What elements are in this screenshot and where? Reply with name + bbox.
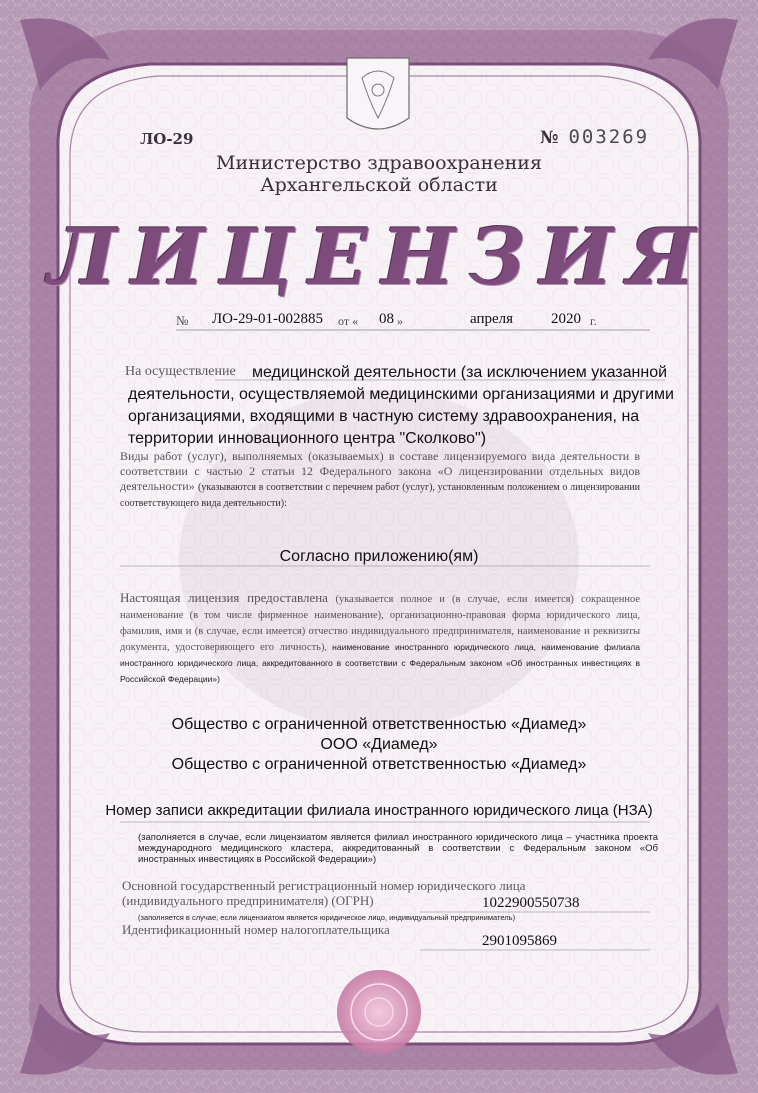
- inn-label: Идентификационный номер налогоплательщика: [122, 922, 390, 937]
- license-year: 2020: [551, 311, 581, 327]
- license-month: апреля: [470, 311, 514, 327]
- rosette-icon: [337, 970, 421, 1054]
- form-number-value: 003269: [568, 126, 650, 148]
- license-day-close: »: [397, 314, 403, 328]
- ogrn-value: 1022900550738: [482, 895, 580, 911]
- emblem-icon: [347, 58, 409, 129]
- nza-label: Номер записи аккредитации филиала иностранного юридического лица (НЗА): [105, 802, 653, 819]
- granted-text: Настоящая лицензия предоставлена: [120, 590, 328, 605]
- inn-value: 2901095869: [482, 933, 557, 949]
- works-text: Виды работ (услуг), выполняемых (оказываемых) в составе лицензируемого вида деятельности в соответствии с частью 2 статьи 12 Федерального закона «О лицензировании отдельных видов деятельности»: [120, 449, 640, 493]
- ministry-line-1: Министерство здравоохранения: [216, 152, 542, 174]
- activity-line-2: деятельности, осуществляемой медицинскими организациями и другими: [128, 386, 674, 403]
- license-no-label: №: [176, 313, 189, 328]
- form-number-label: №: [540, 128, 559, 148]
- license-day: 08: [379, 311, 394, 327]
- ogrn-label-2: (индивидуального предпринимателя) (ОГРН): [122, 893, 374, 908]
- licensee-brand-name: Общество с ограниченной ответственностью «Диамед»: [171, 756, 587, 773]
- activity-line-1: медицинской деятельности (за исключением указанной: [252, 364, 668, 381]
- granted-paragraph: [120, 590, 640, 687]
- form-number: [540, 126, 649, 148]
- works-note: (указываются в соответствии с перечнем работ (услуг), установленным положением о лицензировании соответствующего вида деятельности):: [120, 482, 641, 509]
- activity-line-4: территории инновационного центра "Сколково"): [128, 430, 487, 447]
- license-year-suffix: г.: [590, 314, 597, 328]
- granted-extra: , наименование иностранного юридического лица, наименование филиала иностранного юридического лица, аккредитованного в соответствии с Федеральным законом «Об иностранных инвестициях в Российской Федерации»): [120, 642, 640, 684]
- ogrn-label-1: Основной государственный регистрационный номер юридического лица: [122, 878, 526, 893]
- activity-label: На осуществление: [125, 364, 236, 379]
- nza-note: (заполняется в случае, если лицензиатом является филиал иностранного юридического лица – участника проекта международного медицинского кластера, аккредитованный в соответствии с Федеральным законом «Об иностранных инвестициях в Российской Федерации»): [138, 832, 658, 865]
- ogrn-note: (заполняется в случае, если лицензиатом является юридическое лицо, индивидуальный предприниматель): [138, 913, 516, 922]
- form-series: ЛО-29: [140, 130, 194, 148]
- licensee-full-name: Общество с ограниченной ответственностью «Диамед»: [171, 716, 587, 733]
- license-from-label: от «: [338, 314, 359, 328]
- ministry-line-2: Архангельской области: [260, 174, 498, 196]
- granted-note: (указывается полное и (в случае, если имеется) сокращенное наименование (в том числе фирменное наименование), организационно-правовая форма юридического лица, фамилия, имя и (в случае, если имеется) отчество индивидуального предпринимателя, наименование и реквизиты документа, удостоверяющего его личность): [120, 594, 640, 653]
- license-number: ЛО-29-01-002885: [212, 311, 323, 327]
- document-title: ЛИЦЕНЗИЯ: [48, 212, 710, 303]
- works-value: Согласно приложению(ям): [279, 548, 479, 565]
- licensee-short-name: ООО «Диамед»: [320, 736, 438, 753]
- activity-line-3: организациями, входящими в частную систему здравоохранения, на: [128, 408, 640, 425]
- works-paragraph: [120, 449, 640, 511]
